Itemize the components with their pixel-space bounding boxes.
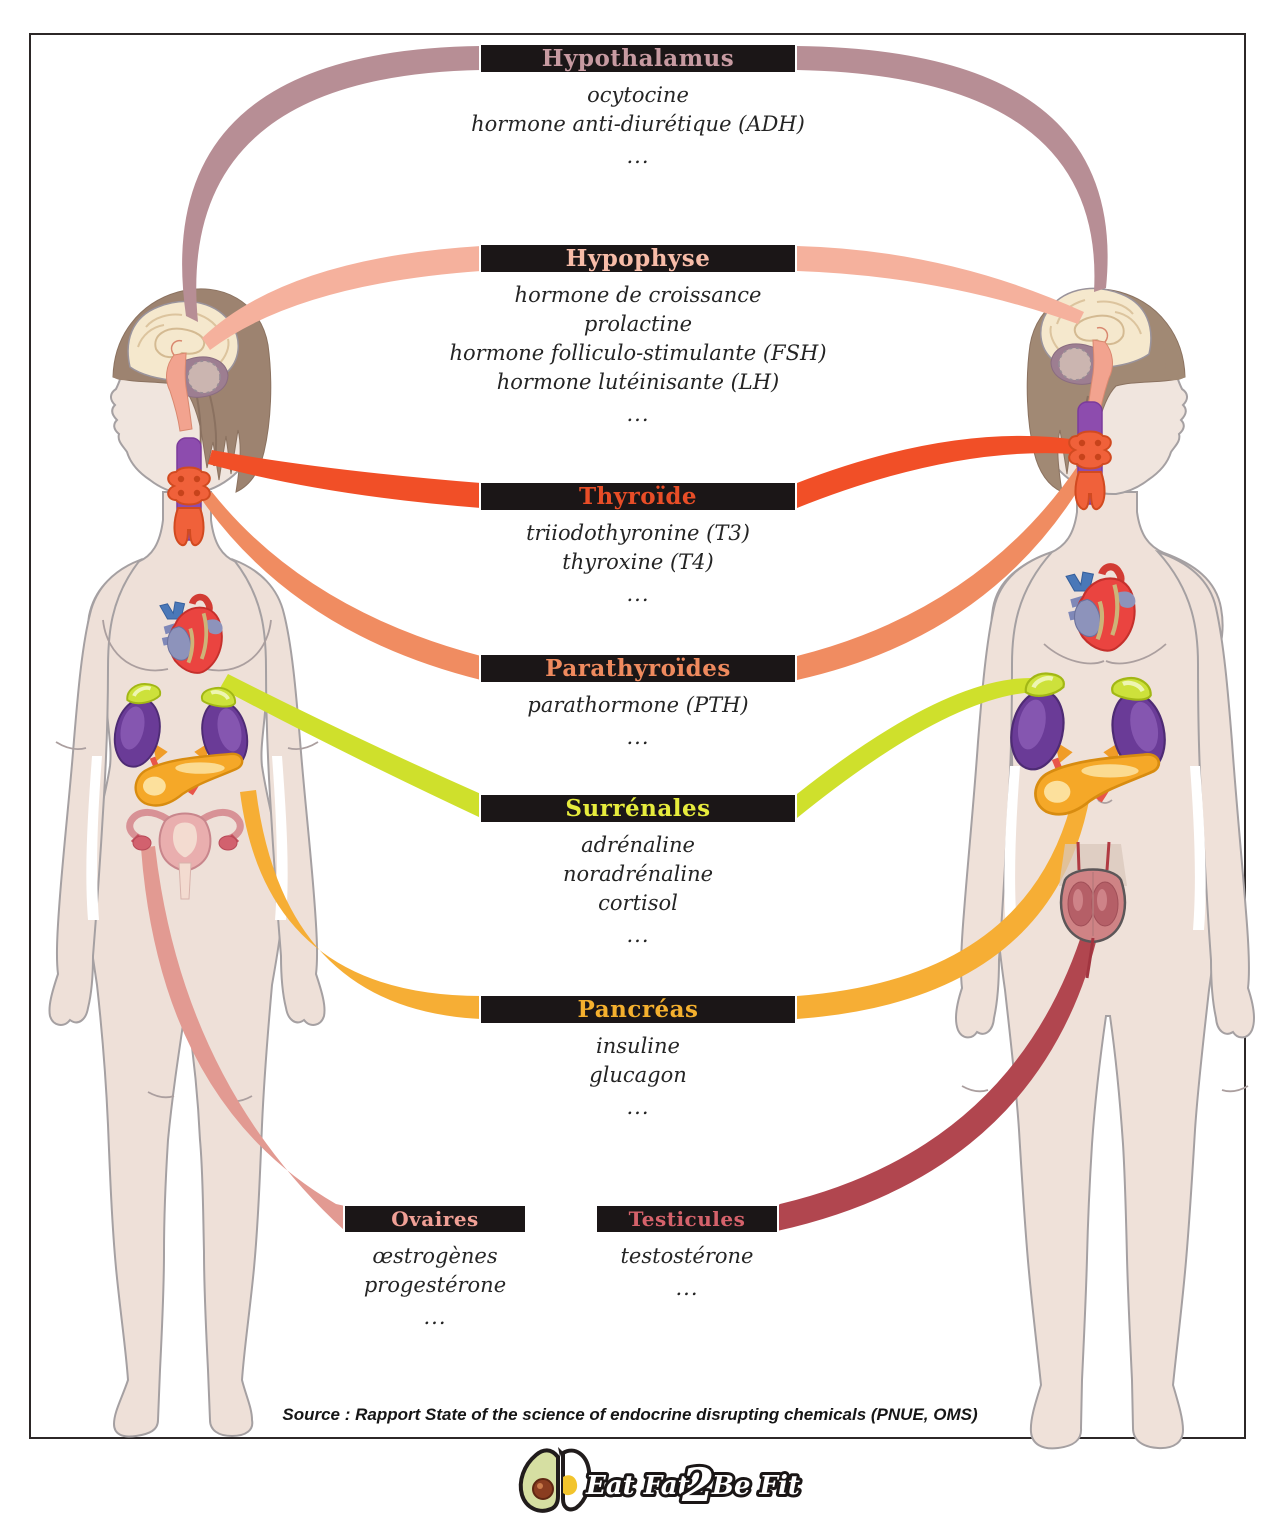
hormone-line: insuline	[596, 1034, 680, 1058]
hormone-line: glucagon	[589, 1063, 687, 1087]
hormone-ellipsis: ...	[626, 1095, 650, 1119]
gland-testicules	[597, 1206, 777, 1300]
hormone-list-surrenales	[338, 831, 938, 950]
hormone-line: cortisol	[598, 891, 678, 915]
gland-box-ovaires: Ovaires	[345, 1206, 525, 1232]
hormone-ellipsis: ...	[675, 1276, 699, 1300]
hormone-ellipsis: ...	[423, 1305, 447, 1329]
hormone-list-testicules	[387, 1242, 987, 1303]
hormone-line: noradrénaline	[562, 862, 714, 886]
hormone-line: œstrogènes	[372, 1244, 498, 1268]
hormone-line: parathormone (PTH)	[527, 693, 749, 717]
gland-box-surrenales: Surrénales	[481, 795, 795, 822]
gland-hypothalamus	[471, 45, 805, 168]
gland-box-testicules: Testicules	[597, 1206, 777, 1232]
hormone-list-thyroide	[338, 519, 938, 609]
hormone-line: progestérone	[363, 1273, 507, 1297]
gland-box-parathyroides: Parathyroïdes	[481, 655, 795, 682]
source-note: Source : Rapport State of the science of endocrine disrupting chemicals (PNUE, OMS)	[282, 1405, 978, 1424]
hormone-list-pancreas	[338, 1032, 938, 1122]
hormone-ellipsis: ...	[626, 923, 650, 947]
hormone-line: hormone lutéinisante (LH)	[496, 370, 780, 394]
gland-box-pancreas: Pancréas	[481, 996, 795, 1023]
hormone-ellipsis: ...	[626, 402, 650, 426]
hormone-line: hormone folliculo-stimulante (FSH)	[449, 341, 827, 365]
gland-thyroide	[481, 483, 795, 606]
gland-box-hypophyse: Hypophyse	[481, 245, 795, 272]
hormone-line: adrénaline	[581, 833, 695, 857]
hormone-line: ocytocine	[587, 83, 689, 107]
hormone-line: testostérone	[620, 1244, 754, 1268]
gland-pancreas	[481, 996, 795, 1119]
hormone-list-hypophyse	[338, 281, 938, 429]
hormone-line: hormone de croissance	[514, 283, 762, 307]
avocado-egg-icon	[521, 1447, 590, 1511]
gland-box-hypothalamus: Hypothalamus	[481, 45, 795, 72]
hormone-ellipsis: ...	[626, 725, 650, 749]
hormone-line: hormone anti-diurétique (ADH)	[471, 112, 805, 136]
hormone-ellipsis: ...	[626, 582, 650, 606]
hormone-line: thyroxine (T4)	[562, 550, 714, 574]
logo-text-2: 2	[682, 1458, 715, 1512]
brand-logo	[521, 1447, 800, 1512]
gland-surrenales	[481, 795, 795, 947]
logo-text-eatfat: Eat Fat	[586, 1471, 690, 1501]
hormone-line: triiodothyronine (T3)	[526, 521, 750, 545]
hormone-ellipsis: ...	[626, 144, 650, 168]
hormone-list-parathyroides	[338, 691, 938, 752]
gland-hypophyse	[449, 245, 827, 426]
logo-text-befit: Be Fit	[712, 1471, 800, 1501]
hormone-list-hypothalamus	[338, 81, 938, 171]
hormone-line: prolactine	[583, 312, 693, 336]
gland-parathyroides	[481, 655, 795, 749]
ribbon-thyroide-right	[797, 436, 1078, 508]
gland-ovaires	[345, 1206, 525, 1329]
gland-box-thyroide: Thyroïde	[481, 483, 795, 510]
